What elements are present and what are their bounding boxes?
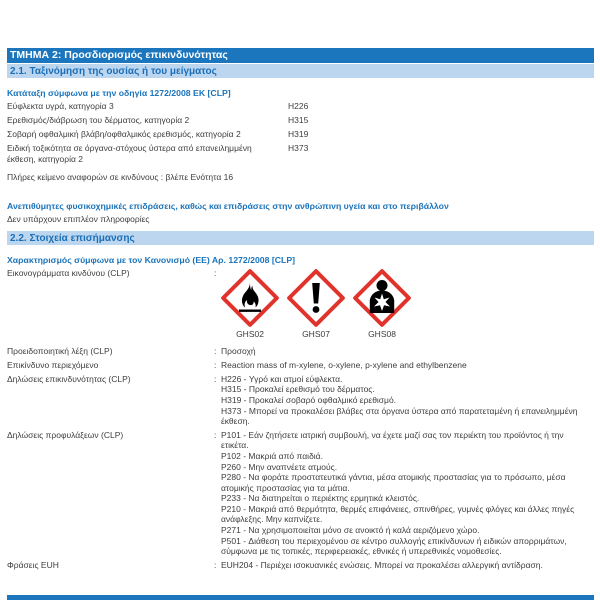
classification-heading: Κατάταξη σύμφωνα με την οδηγία 1272/2008 ΕΚ [CLP] — [7, 88, 231, 98]
precautionary-statements-row: Δηλώσεις προφυλάξεων (CLP) : P101 - Εάν ζητήσετε ιατρική συμβουλή, να έχετε μαζί σας τον περιέκτη του προϊόντος ή την ετικέτα. P102 - Μακριά από παιδιά. P260 - Μην αναπνέετε ατμούς. P280 - Να φοράτε προστατευτικά γάντια, μέσα ατομικής προστασίας για το πρόσωπο, μέσα ατομικής προστασίας για τα μάτια. P233 - Να διατηρείται ο περιέκτης ερμητικά κλειστός. P210 - Μακριά από θερμότητα, θερμές επιφάνειες, σπινθήρες, γυμνές φλόγες και άλλες πηγές ανάφλεξης. Μην καπνίζετε. P271 - Να χρησιμοποιείται μόνο σε ανοικτό ή καλά αεριζόμενο χώρο. P501 - Διάθεση του περιεχομένου σε κέντρο συλλογής επικίνδυνων ή ειδικών απορριμάτων, σύμφωνα με τις τοπικές, περιφερειακές, εθνικές ή υπερεθνικές νομοθεσίες. — [7, 430, 594, 556]
classification-row — [7, 115, 594, 126]
signal-word-value: Προσοχή — [221, 345, 256, 356]
hazard-code: H226 — [288, 101, 309, 111]
signal-word-row: Προειδοποιητική λέξη (CLP) : Προσοχή — [7, 346, 594, 357]
pictogram-code: GHS02 — [236, 329, 264, 339]
ghs-pictograms — [221, 269, 593, 340]
adverse-effects-heading: Ανεπιθύμητες φυσικοχημικές επιδράσεις, καθώς και επιδράσεις στην ανθρώπινη υγεία και στο περιβάλλον — [7, 200, 449, 211]
hazard-statement: H319 - Προκαλεί σοβαρό οφθαλμικό ερεθισμό. — [221, 394, 397, 405]
hazard-class-label: Εύφλεκτα υγρά, κατηγορία 3 — [7, 101, 114, 111]
hazard-statement: H226 - Υγρό και ατμοί εύφλεκτα. — [221, 373, 343, 384]
section-2-header-bar — [7, 48, 594, 63]
hazard-code: H373 — [288, 143, 309, 153]
precautionary-statement: P271 - Να χρησιμοποιείται μόνο σε ανοικτό ή καλά αεριζόμενο χώρο. — [221, 524, 480, 535]
ghs07-exclamation-mark-icon — [287, 269, 345, 327]
hazard-code: H319 — [288, 129, 309, 139]
classification-row — [7, 143, 594, 164]
ghs02-flame-icon — [221, 269, 279, 327]
pictogram-ghs07 — [287, 269, 345, 340]
precautionary-statement: P501 - Διάθεση του περιεχομένου σε κέντρο συλλογής επικίνδυνων ή ειδικών απορριμάτων, σύμφωνα με τις τοπικές, περιφερειακές, εθνικές ή υπερεθνικές νομοθεσίες. — [221, 535, 567, 556]
signal-word-label: Προειδοποιητική λέξη (CLP) — [7, 345, 113, 356]
subsection-2-1-bar — [7, 64, 594, 78]
hazard-statements-row: Δηλώσεις επικινδυνότητας (CLP) : H226 - Υγρό και ατμοί εύφλεκτα. H315 - Προκαλεί ερεθισμό του δέρματος. H319 - Προκαλεί σοβαρό οφθαλμικό ερεθισμό. H373 - Μπορεί να προκαλέσει βλάβες στα όργανα ύστερα από παρατεταμένη ή επανειλημμένη έκθεση. — [7, 374, 594, 427]
precautionary-statement: P101 - Εάν ζητήσετε ιατρική συμβουλή, να έχετε μαζί σας τον περιέκτη του προϊόντος ή την ετικέτα. — [221, 430, 564, 451]
classification-row — [7, 129, 594, 140]
hazardous-content-label: Επικίνδυνο περιεχόμενο — [7, 359, 99, 370]
hazard-class-label: Σοβαρή οφθαλμική βλάβη/οφθαλμικός ερεθισμός, κατηγορία 2 — [7, 129, 241, 139]
precautionary-statement: P233 - Να διατηρείται ο περιέκτης ερμητικά κλειστός. — [221, 493, 420, 504]
precautionary-statements-label: Δηλώσεις προφυλάξεων (CLP) — [7, 430, 124, 441]
subsection-2-2-title: 2.2. Στοιχεία επισήμανσης — [10, 232, 135, 244]
pictogram-ghs02 — [221, 269, 279, 340]
hazard-class-label: Ερεθισμός/διάβρωση του δέρματος, κατηγορία 2 — [7, 115, 190, 125]
hazardous-content-row: Επικίνδυνο περιεχόμενο : Reaction mass of m-xylene, o-xylene, p-xylene and ethylbenzene — [7, 360, 594, 371]
pictogram-code: GHS07 — [302, 329, 330, 339]
hazardous-content-value: Reaction mass of m-xylene, o-xylene, p-xylene and ethylbenzene — [221, 359, 467, 370]
hazard-statement: H373 - Μπορεί να προκαλέσει βλάβες στα όργανα ύστερα από παρατεταμένη ή επανειλημμένη έκθεση. — [221, 405, 578, 426]
ghs08-health-hazard-icon — [353, 269, 411, 327]
full-text-note: Πλήρες κείμενο αναφορών σε κινδύνους : βλέπε Ενότητα 16 — [7, 172, 234, 182]
hazard-statement: H315 - Προκαλεί ερεθισμό του δέρματος. — [221, 384, 375, 395]
labelling-heading: Χαρακτηρισμός σύμφωνα με τον Κανονισμό (ΕΕ) Αρ. 1272/2008 [CLP] — [7, 255, 296, 265]
pictograms-label: Εικονογράμματα κινδύνου (CLP) — [7, 268, 130, 278]
hazard-statements-list — [221, 374, 593, 427]
hazard-statements-label: Δηλώσεις επικινδυνότητας (CLP) — [7, 373, 131, 384]
precautionary-statement: P102 - Μακριά από παιδιά. — [221, 450, 323, 461]
classification-table — [7, 101, 594, 164]
euh-phrases-row: Φράσεις EUH : EUH204 - Περιέχει ισοκυανικές ενώσεις. Μπορεί να προκαλέσει αλλεργική αντίδραση. — [7, 560, 594, 571]
pictogram-ghs08 — [353, 269, 411, 340]
precautionary-statements-list — [221, 430, 593, 556]
euh-statement: EUH204 - Περιέχει ισοκυανικές ενώσεις. Μπορεί να προκαλέσει αλλεργική αντίδραση. — [221, 559, 543, 570]
classification-row — [7, 101, 594, 112]
pictograms-row: Εικονογράμματα κινδύνου (CLP) : GHS02 GHS07 GHS08 — [7, 268, 594, 340]
precautionary-statement: P260 - Μην αναπνέετε ατμούς. — [221, 461, 338, 472]
precautionary-statement: P210 - Μακριά από θερμότητα, θερμές επιφάνειες, σπινθήρες, γυμνές φλόγες και άλλες πηγές ανάφλεξης. Μην καπνίζετε. — [221, 503, 575, 525]
precautionary-statement: P280 - Να φοράτε προστατευτικά γάντια, μέσα ατομικής προστασίας για το πρόσωπο, μέσα ατομικής προστασίας για τα μάτια. — [221, 472, 566, 493]
hazard-code: H315 — [288, 115, 309, 125]
adverse-effects-text: Δεν υπάρχουν επιπλέον πληροφορίες — [7, 213, 150, 224]
subsection-2-2-bar — [7, 231, 594, 245]
pictogram-code: GHS08 — [368, 329, 396, 339]
next-section-header-bar-cutoff — [7, 595, 594, 600]
euh-phrases-label: Φράσεις EUH — [7, 559, 59, 570]
section-2-title: ΤΜΗΜΑ 2: Προσδιορισμός επικινδυνότητας — [10, 49, 228, 61]
subsection-2-1-title: 2.1. Ταξινόμηση της ουσίας ή του μείγματος — [10, 65, 217, 77]
hazard-class-label: Ειδική τοξικότητα σε όργανα-στόχους ύστερα από επανειλημμένη έκθεση, κατηγορία 2 — [7, 143, 252, 164]
